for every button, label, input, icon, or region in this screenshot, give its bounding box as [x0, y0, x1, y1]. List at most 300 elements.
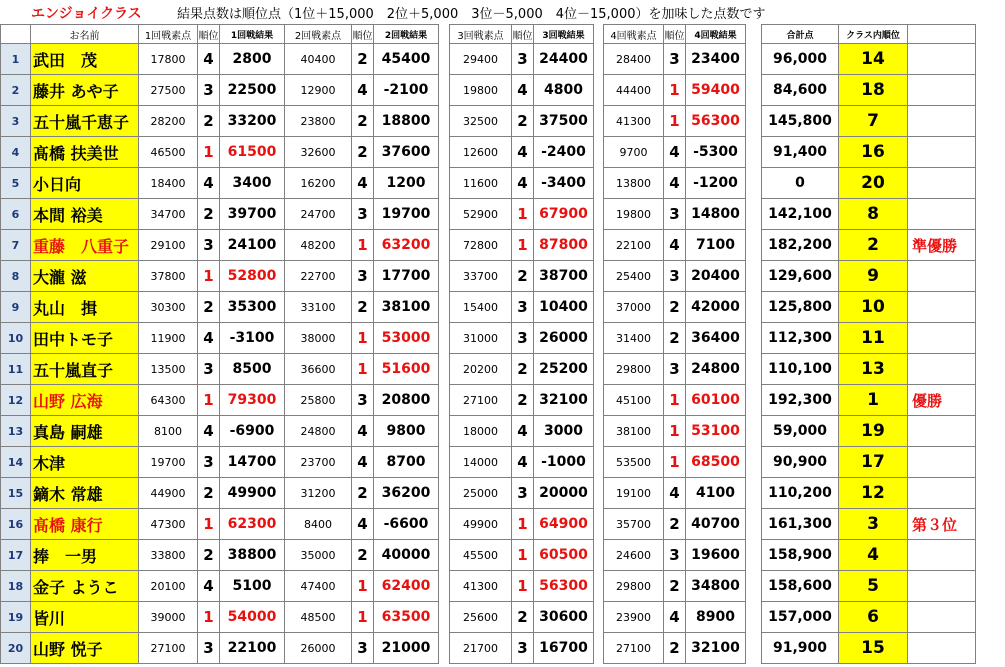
row-number: 6: [1, 199, 31, 230]
table-row: [1, 323, 976, 354]
header-row: [1, 25, 976, 44]
spacer: [594, 75, 604, 106]
round-2-result: 21000: [374, 633, 439, 664]
round-3-result: 38700: [534, 261, 594, 292]
table-row: [1, 571, 976, 602]
round-3-raw-score: 14000: [450, 447, 512, 478]
round-1-result: 5100: [220, 571, 285, 602]
round-3-rank: 4: [512, 416, 534, 447]
table-row: [1, 354, 976, 385]
spacer: [439, 633, 450, 664]
header-r4-rank: 順位: [664, 25, 686, 44]
round-2-raw-score: 36600: [285, 354, 352, 385]
header-class-rank: クラス内順位: [839, 25, 908, 44]
round-4-rank: 1: [664, 75, 686, 106]
round-3-result: 10400: [534, 292, 594, 323]
row-number: 18: [1, 571, 31, 602]
spacer: [439, 385, 450, 416]
round-1-raw-score: 19700: [139, 447, 198, 478]
class-rank: 11: [839, 323, 908, 354]
player-name: 本間 裕美: [31, 199, 139, 230]
award-label: [908, 292, 976, 323]
row-number: 7: [1, 230, 31, 261]
round-2-rank: 2: [352, 106, 374, 137]
award-label: 準優勝: [908, 230, 976, 261]
round-4-rank: 3: [664, 354, 686, 385]
round-3-result: 60500: [534, 540, 594, 571]
header-r3-raw: 3回戦素点: [450, 25, 512, 44]
header-r1-result: 1回戦結果: [220, 25, 285, 44]
total-score: 84,600: [762, 75, 839, 106]
round-3-rank: 3: [512, 323, 534, 354]
header-name: お名前: [31, 25, 139, 44]
row-number: 16: [1, 509, 31, 540]
round-3-raw-score: 33700: [450, 261, 512, 292]
spacer: [594, 137, 604, 168]
round-4-result: 20400: [686, 261, 746, 292]
round-4-rank: 2: [664, 509, 686, 540]
round-4-result: 4100: [686, 478, 746, 509]
round-1-result: 38800: [220, 540, 285, 571]
round-3-result: 20000: [534, 478, 594, 509]
round-1-result: 54000: [220, 602, 285, 633]
round-4-result: 53100: [686, 416, 746, 447]
round-1-rank: 2: [198, 106, 220, 137]
round-1-rank: 3: [198, 354, 220, 385]
spacer: [594, 571, 604, 602]
round-1-raw-score: 27500: [139, 75, 198, 106]
round-2-raw-score: 24700: [285, 199, 352, 230]
round-1-result: 24100: [220, 230, 285, 261]
header-r1-rank: 順位: [198, 25, 220, 44]
total-score: 110,200: [762, 478, 839, 509]
round-3-result: 26000: [534, 323, 594, 354]
round-2-raw-score: 31200: [285, 478, 352, 509]
round-4-result: 60100: [686, 385, 746, 416]
table-row: [1, 106, 976, 137]
round-1-rank: 1: [198, 602, 220, 633]
round-1-rank: 1: [198, 261, 220, 292]
row-number: 12: [1, 385, 31, 416]
round-4-rank: 1: [664, 416, 686, 447]
round-2-result: 36200: [374, 478, 439, 509]
spacer: [594, 447, 604, 478]
total-score: 142,100: [762, 199, 839, 230]
round-2-raw-score: 16200: [285, 168, 352, 199]
round-1-rank: 4: [198, 323, 220, 354]
round-4-raw-score: 38100: [604, 416, 664, 447]
spacer: [746, 137, 762, 168]
round-2-rank: 3: [352, 261, 374, 292]
round-2-rank: 3: [352, 633, 374, 664]
player-name: 山野 広海: [31, 385, 139, 416]
round-1-raw-score: 20100: [139, 571, 198, 602]
player-name: 小日向: [31, 168, 139, 199]
class-rank: 10: [839, 292, 908, 323]
round-1-result: 22500: [220, 75, 285, 106]
round-4-rank: 2: [664, 292, 686, 323]
round-3-raw-score: 52900: [450, 199, 512, 230]
table-row: [1, 137, 976, 168]
player-name: 田中トモ子: [31, 323, 139, 354]
round-4-raw-score: 19100: [604, 478, 664, 509]
total-score: 110,100: [762, 354, 839, 385]
round-4-rank: 3: [664, 261, 686, 292]
round-3-result: 30600: [534, 602, 594, 633]
round-4-raw-score: 22100: [604, 230, 664, 261]
player-name: 五十嵐千恵子: [31, 106, 139, 137]
spacer: [439, 447, 450, 478]
round-1-result: -6900: [220, 416, 285, 447]
round-4-result: 59400: [686, 75, 746, 106]
round-3-raw-score: 25600: [450, 602, 512, 633]
round-2-rank: 1: [352, 602, 374, 633]
row-number: 5: [1, 168, 31, 199]
round-1-rank: 4: [198, 571, 220, 602]
award-label: [908, 354, 976, 385]
class-rank: 5: [839, 571, 908, 602]
round-1-rank: 2: [198, 478, 220, 509]
round-1-result: 79300: [220, 385, 285, 416]
spacer: [594, 261, 604, 292]
round-2-raw-score: 23800: [285, 106, 352, 137]
round-1-result: -3100: [220, 323, 285, 354]
class-rank: 7: [839, 106, 908, 137]
round-1-result: 49900: [220, 478, 285, 509]
total-score: 161,300: [762, 509, 839, 540]
spacer: [746, 106, 762, 137]
class-rank: 1: [839, 385, 908, 416]
spacer: [746, 354, 762, 385]
round-4-result: 23400: [686, 44, 746, 75]
award-label: [908, 137, 976, 168]
spacer: [594, 292, 604, 323]
round-4-result: 34800: [686, 571, 746, 602]
spacer: [594, 416, 604, 447]
round-3-raw-score: 41300: [450, 571, 512, 602]
total-score: 59,000: [762, 416, 839, 447]
spacer: [439, 44, 450, 75]
spacer: [746, 75, 762, 106]
total-score: 0: [762, 168, 839, 199]
round-1-raw-score: 28200: [139, 106, 198, 137]
round-2-raw-score: 33100: [285, 292, 352, 323]
round-4-rank: 4: [664, 602, 686, 633]
round-1-result: 8500: [220, 354, 285, 385]
spacer: [439, 261, 450, 292]
round-4-rank: 4: [664, 168, 686, 199]
round-2-result: 62400: [374, 571, 439, 602]
total-score: 158,600: [762, 571, 839, 602]
round-2-result: 19700: [374, 199, 439, 230]
class-rank: 4: [839, 540, 908, 571]
player-name: 皆川: [31, 602, 139, 633]
header-r3-rank: 順位: [512, 25, 534, 44]
header-r2-rank: 順位: [352, 25, 374, 44]
table-row: [1, 447, 976, 478]
round-1-rank: 4: [198, 168, 220, 199]
spacer: [594, 633, 604, 664]
table-row: [1, 416, 976, 447]
round-2-rank: 2: [352, 540, 374, 571]
award-label: [908, 416, 976, 447]
award-label: 第３位: [908, 509, 976, 540]
spacer: [439, 571, 450, 602]
round-3-result: -3400: [534, 168, 594, 199]
round-3-raw-score: 21700: [450, 633, 512, 664]
row-number: 15: [1, 478, 31, 509]
round-4-raw-score: 44400: [604, 75, 664, 106]
spacer: [746, 261, 762, 292]
round-3-rank: 2: [512, 385, 534, 416]
table-row: [1, 478, 976, 509]
player-name: 山野 悦子: [31, 633, 139, 664]
spacer: [594, 199, 604, 230]
table-row: [1, 633, 976, 664]
round-4-rank: 3: [664, 44, 686, 75]
round-1-raw-score: 47300: [139, 509, 198, 540]
row-number: 10: [1, 323, 31, 354]
spacer: [746, 323, 762, 354]
round-1-rank: 1: [198, 509, 220, 540]
round-2-rank: 3: [352, 199, 374, 230]
round-4-raw-score: 45100: [604, 385, 664, 416]
round-4-raw-score: 13800: [604, 168, 664, 199]
round-3-raw-score: 45500: [450, 540, 512, 571]
class-rank: 14: [839, 44, 908, 75]
round-1-result: 52800: [220, 261, 285, 292]
award-label: [908, 323, 976, 354]
spacer: [746, 509, 762, 540]
total-score: 129,600: [762, 261, 839, 292]
spacer: [439, 354, 450, 385]
round-1-raw-score: 33800: [139, 540, 198, 571]
round-3-rank: 3: [512, 44, 534, 75]
award-label: 優勝: [908, 385, 976, 416]
spacer: [746, 571, 762, 602]
round-2-rank: 4: [352, 447, 374, 478]
round-1-raw-score: 30300: [139, 292, 198, 323]
round-4-raw-score: 29800: [604, 354, 664, 385]
round-3-raw-score: 27100: [450, 385, 512, 416]
class-rank: 13: [839, 354, 908, 385]
round-1-raw-score: 34700: [139, 199, 198, 230]
row-number: 17: [1, 540, 31, 571]
round-3-result: -1000: [534, 447, 594, 478]
award-label: [908, 602, 976, 633]
class-rank: 18: [839, 75, 908, 106]
round-4-result: 8900: [686, 602, 746, 633]
round-2-result: 37600: [374, 137, 439, 168]
round-1-rank: 3: [198, 447, 220, 478]
round-3-rank: 1: [512, 540, 534, 571]
round-1-result: 39700: [220, 199, 285, 230]
round-4-rank: 1: [664, 385, 686, 416]
class-rank: 3: [839, 509, 908, 540]
row-number: 1: [1, 44, 31, 75]
header-r4-raw: 4回戦素点: [604, 25, 664, 44]
round-2-rank: 2: [352, 137, 374, 168]
round-4-rank: 4: [664, 478, 686, 509]
round-3-result: 67900: [534, 199, 594, 230]
table-row: [1, 261, 976, 292]
player-name: 武田 茂: [31, 44, 139, 75]
round-4-result: 68500: [686, 447, 746, 478]
round-4-result: 32100: [686, 633, 746, 664]
round-3-result: 24400: [534, 44, 594, 75]
round-3-rank: 3: [512, 633, 534, 664]
round-3-raw-score: 72800: [450, 230, 512, 261]
round-1-result: 3400: [220, 168, 285, 199]
round-1-raw-score: 27100: [139, 633, 198, 664]
class-rank: 17: [839, 447, 908, 478]
round-1-raw-score: 39000: [139, 602, 198, 633]
award-label: [908, 75, 976, 106]
spacer: [439, 540, 450, 571]
spacer: [746, 416, 762, 447]
round-2-rank: 1: [352, 571, 374, 602]
round-3-raw-score: 19800: [450, 75, 512, 106]
round-1-rank: 2: [198, 540, 220, 571]
round-4-result: 56300: [686, 106, 746, 137]
round-3-result: 3000: [534, 416, 594, 447]
header-total: 合計点: [762, 25, 839, 44]
table-row: [1, 292, 976, 323]
round-4-rank: 2: [664, 633, 686, 664]
round-3-raw-score: 29400: [450, 44, 512, 75]
table-row: [1, 540, 976, 571]
round-4-raw-score: 29800: [604, 571, 664, 602]
round-4-result: 42000: [686, 292, 746, 323]
spacer: [746, 230, 762, 261]
round-1-raw-score: 64300: [139, 385, 198, 416]
round-4-raw-score: 31400: [604, 323, 664, 354]
round-1-result: 35300: [220, 292, 285, 323]
round-2-result: 40000: [374, 540, 439, 571]
player-name: 鏑木 常雄: [31, 478, 139, 509]
round-3-raw-score: 11600: [450, 168, 512, 199]
class-rank: 15: [839, 633, 908, 664]
row-number: 11: [1, 354, 31, 385]
round-4-rank: 2: [664, 323, 686, 354]
total-score: 182,200: [762, 230, 839, 261]
round-2-result: 63200: [374, 230, 439, 261]
round-2-raw-score: 48200: [285, 230, 352, 261]
spacer: [746, 25, 762, 44]
header-r4-result: 4回戦結果: [686, 25, 746, 44]
round-1-rank: 3: [198, 633, 220, 664]
class-rank: 12: [839, 478, 908, 509]
sheet-header: [0, 0, 1005, 24]
round-4-rank: 3: [664, 199, 686, 230]
spacer: [594, 509, 604, 540]
spacer: [439, 602, 450, 633]
round-1-rank: 2: [198, 292, 220, 323]
award-label: [908, 571, 976, 602]
round-4-raw-score: 9700: [604, 137, 664, 168]
round-3-raw-score: 20200: [450, 354, 512, 385]
round-2-raw-score: 32600: [285, 137, 352, 168]
spacer: [594, 385, 604, 416]
class-rank: 6: [839, 602, 908, 633]
round-2-result: 51600: [374, 354, 439, 385]
player-name: 金子 ようこ: [31, 571, 139, 602]
header-r1-raw: 1回戦素点: [139, 25, 198, 44]
spacer: [594, 230, 604, 261]
spacer: [594, 478, 604, 509]
round-2-raw-score: 38000: [285, 323, 352, 354]
round-4-raw-score: 37000: [604, 292, 664, 323]
round-3-rank: 4: [512, 168, 534, 199]
round-4-raw-score: 35700: [604, 509, 664, 540]
spacer: [746, 633, 762, 664]
round-4-rank: 1: [664, 106, 686, 137]
total-score: 158,900: [762, 540, 839, 571]
spacer: [439, 478, 450, 509]
round-2-rank: 3: [352, 385, 374, 416]
row-number: 19: [1, 602, 31, 633]
round-1-raw-score: 8100: [139, 416, 198, 447]
header-r2-raw: 2回戦素点: [285, 25, 352, 44]
round-3-rank: 1: [512, 199, 534, 230]
round-1-rank: 4: [198, 416, 220, 447]
spacer: [594, 323, 604, 354]
round-1-rank: 2: [198, 199, 220, 230]
award-label: [908, 478, 976, 509]
spacer: [439, 199, 450, 230]
round-1-rank: 1: [198, 385, 220, 416]
class-rank: 20: [839, 168, 908, 199]
round-3-result: 32100: [534, 385, 594, 416]
spacer: [594, 44, 604, 75]
round-1-result: 14700: [220, 447, 285, 478]
player-name: 真島 嗣雄: [31, 416, 139, 447]
round-1-raw-score: 29100: [139, 230, 198, 261]
spacer: [594, 25, 604, 44]
round-3-raw-score: 31000: [450, 323, 512, 354]
round-2-raw-score: 8400: [285, 509, 352, 540]
player-name: 藤井 あや子: [31, 75, 139, 106]
round-4-raw-score: 19800: [604, 199, 664, 230]
round-4-raw-score: 24600: [604, 540, 664, 571]
round-1-raw-score: 18400: [139, 168, 198, 199]
round-1-result: 33200: [220, 106, 285, 137]
table-row: [1, 509, 976, 540]
table-row: [1, 75, 976, 106]
spacer: [594, 168, 604, 199]
round-2-result: 38100: [374, 292, 439, 323]
award-label: [908, 106, 976, 137]
round-3-rank: 1: [512, 230, 534, 261]
round-2-rank: 1: [352, 354, 374, 385]
spacer: [746, 447, 762, 478]
round-2-result: 18800: [374, 106, 439, 137]
round-3-result: 25200: [534, 354, 594, 385]
player-name: 捧 一男: [31, 540, 139, 571]
spacer: [439, 137, 450, 168]
round-1-raw-score: 44900: [139, 478, 198, 509]
player-name: 重藤 八重子: [31, 230, 139, 261]
total-score: 90,900: [762, 447, 839, 478]
round-2-result: 17700: [374, 261, 439, 292]
round-4-result: 36400: [686, 323, 746, 354]
table-row: [1, 602, 976, 633]
row-number: 20: [1, 633, 31, 664]
round-4-result: 40700: [686, 509, 746, 540]
player-name: 髙橋 康行: [31, 509, 139, 540]
round-4-rank: 3: [664, 540, 686, 571]
round-3-raw-score: 49900: [450, 509, 512, 540]
